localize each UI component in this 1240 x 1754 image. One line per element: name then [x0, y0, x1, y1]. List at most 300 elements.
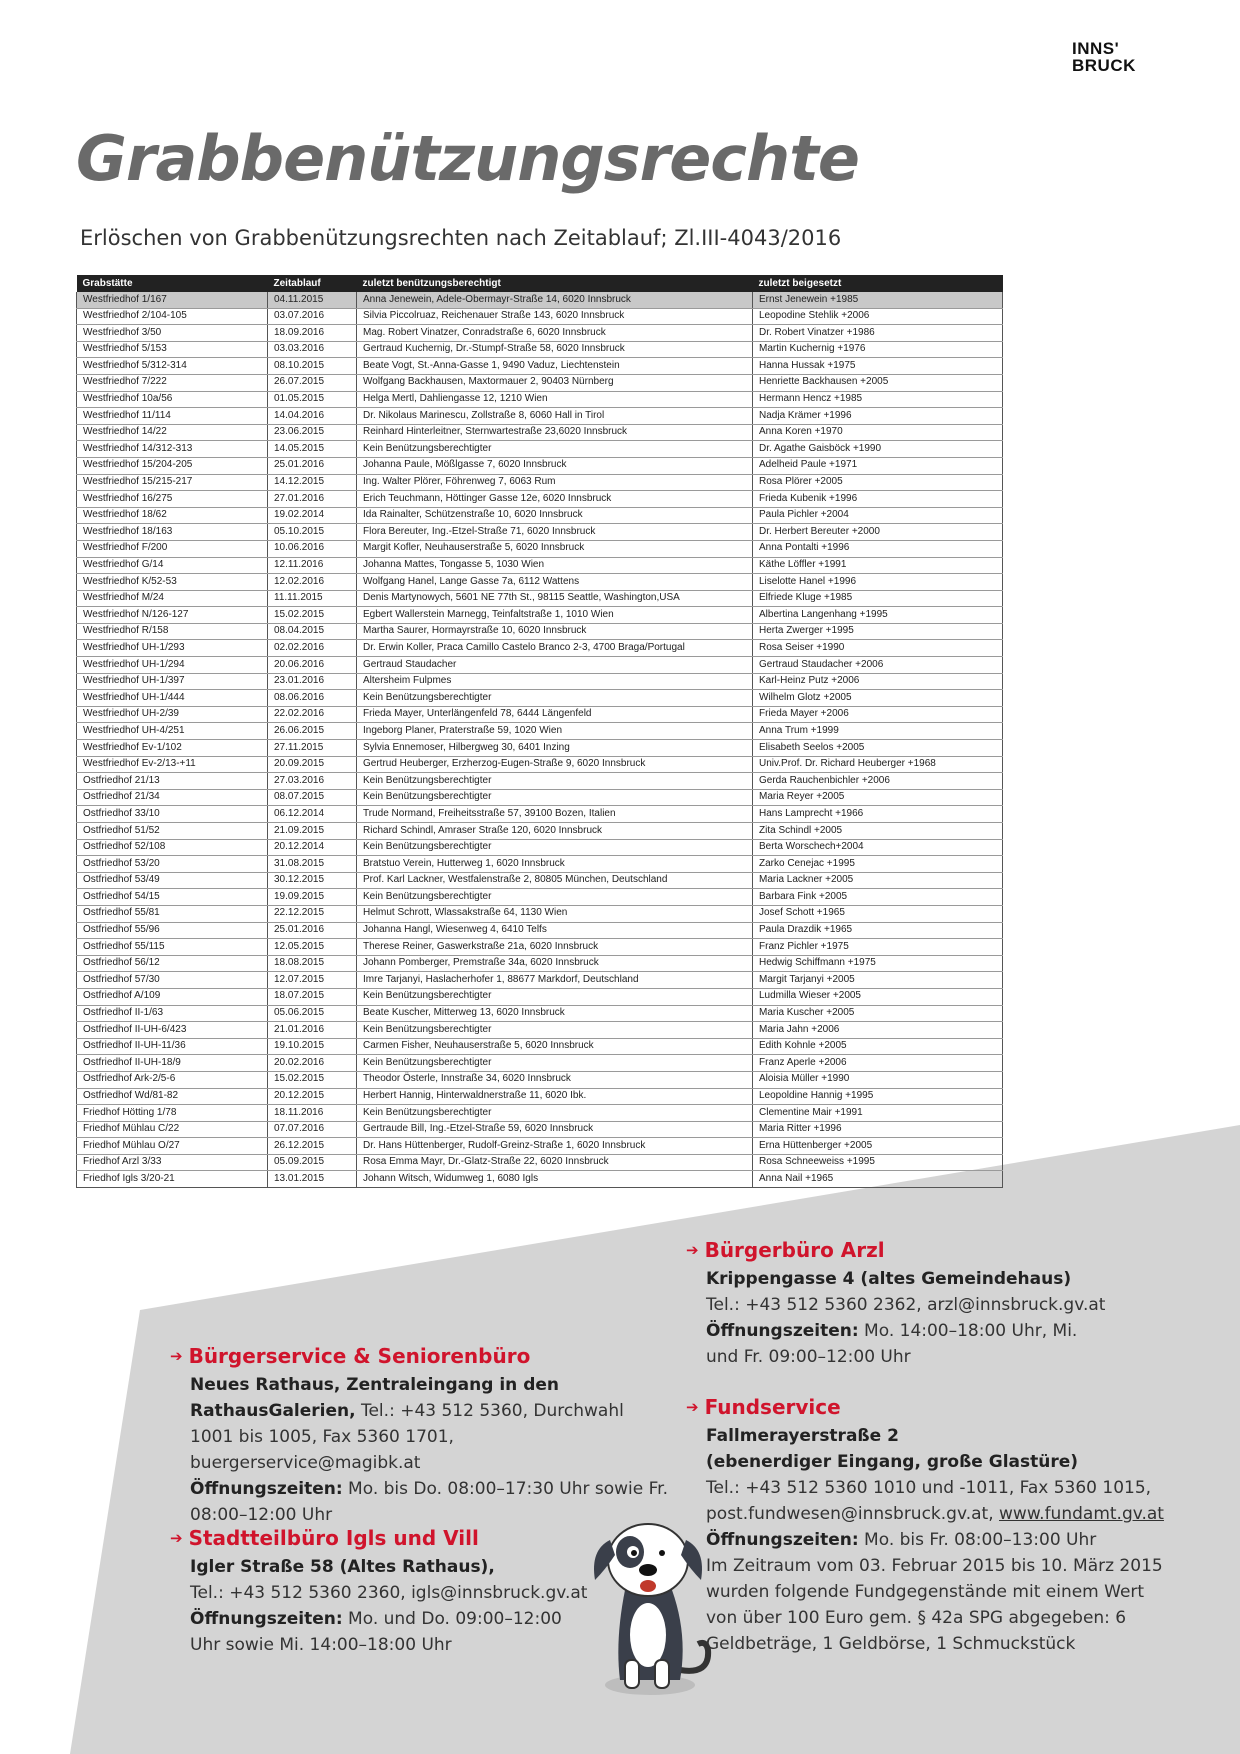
- cell-zeitablauf: 25.01.2016: [268, 922, 357, 939]
- cell-zeitablauf: 20.02.2016: [268, 1055, 357, 1072]
- table-row: [77, 474, 1003, 491]
- cell-beigesetzt: Hanna Hussak +1975: [753, 358, 1003, 375]
- cell-zeitablauf: 30.12.2015: [268, 872, 357, 889]
- cell-zeitablauf: 08.04.2015: [268, 623, 357, 640]
- cell-grabstaette: Westfriedhof 15/204-205: [77, 457, 268, 474]
- table-row: [77, 524, 1003, 541]
- cell-zeitablauf: 20.12.2014: [268, 839, 357, 856]
- cell-benuetzungsberechtigt: Kein Benützungsberechtigter: [357, 1055, 753, 1072]
- table-row: [77, 1154, 1003, 1171]
- cell-benuetzungsberechtigt: Dr. Hans Hüttenberger, Rudolf-Greinz-Straße 1, 6020 Innsbruck: [357, 1138, 753, 1155]
- table-row: [77, 922, 1003, 939]
- cell-zeitablauf: 08.07.2015: [268, 789, 357, 806]
- cell-zeitablauf: 20.09.2015: [268, 756, 357, 773]
- table-row: [77, 889, 1003, 906]
- cell-beigesetzt: Käthe Löffler +1991: [753, 557, 1003, 574]
- cell-zeitablauf: 05.10.2015: [268, 524, 357, 541]
- arzl-address: Krippengasse 4 (altes Gemeindehaus): [706, 1269, 1072, 1289]
- cell-zeitablauf: 25.01.2016: [268, 457, 357, 474]
- cell-beigesetzt: Rosa Seiser +1990: [753, 640, 1003, 657]
- table-row: [77, 1038, 1003, 1055]
- buergerservice-hours: Mo. bis Do. 08:00–17:30 Uhr sowie Fr. 08:00–12:00 Uhr: [190, 1479, 669, 1525]
- cell-benuetzungsberechtigt: Dr. Erwin Koller, Praca Camillo Castelo Branco 2-3, 4700 Braga/Portugal: [357, 640, 753, 657]
- cell-grabstaette: Westfriedhof 1/167: [77, 292, 268, 308]
- table-row: [77, 955, 1003, 972]
- table-row: [77, 574, 1003, 591]
- cell-grabstaette: Westfriedhof 10a/56: [77, 391, 268, 408]
- arzl-body: [686, 1266, 1106, 1370]
- cell-benuetzungsberechtigt: Margit Kofler, Neuhauserstraße 5, 6020 Innsbruck: [357, 540, 753, 557]
- cell-grabstaette: Ostfriedhof II-UH-18/9: [77, 1055, 268, 1072]
- igls-hours-label: Öffnungszeiten:: [190, 1609, 343, 1629]
- cell-benuetzungsberechtigt: Johanna Hangl, Wiesenweg 4, 6410 Telfs: [357, 922, 753, 939]
- cell-grabstaette: Ostfriedhof 21/13: [77, 773, 268, 790]
- cell-benuetzungsberechtigt: Dr. Nikolaus Marinescu, Zollstraße 8, 6060 Hall in Tirol: [357, 408, 753, 425]
- cell-grabstaette: Ostfriedhof 57/30: [77, 972, 268, 989]
- cell-beigesetzt: Maria Kuscher +2005: [753, 1005, 1003, 1022]
- cell-grabstaette: Westfriedhof 15/215-217: [77, 474, 268, 491]
- table-row: [77, 1071, 1003, 1088]
- cell-beigesetzt: Albertina Langenhang +1995: [753, 607, 1003, 624]
- fundamt-link[interactable]: www.fundamt.gv.at: [999, 1504, 1164, 1524]
- cell-benuetzungsberechtigt: Anna Jenewein, Adele-Obermayr-Straße 14, 6020 Innsbruck: [357, 292, 753, 308]
- cell-benuetzungsberechtigt: Wolfgang Hanel, Lange Gasse 7a, 6112 Wattens: [357, 574, 753, 591]
- cell-grabstaette: Westfriedhof 5/312-314: [77, 358, 268, 375]
- cell-grabstaette: Westfriedhof 7/222: [77, 374, 268, 391]
- cell-zeitablauf: 23.06.2015: [268, 424, 357, 441]
- igls-heading: [170, 1524, 590, 1554]
- page-title: Grabbenützungsrechte: [76, 122, 859, 195]
- cell-benuetzungsberechtigt: Kein Benützungsberechtigter: [357, 988, 753, 1005]
- cell-beigesetzt: Anna Koren +1970: [753, 424, 1003, 441]
- cell-grabstaette: Ostfriedhof 53/49: [77, 872, 268, 889]
- cell-grabstaette: Westfriedhof G/14: [77, 557, 268, 574]
- table-body: [77, 292, 1003, 1188]
- arzl-contact: Tel.: +43 512 5360 2362, arzl@innsbruck.gv.at: [706, 1295, 1106, 1315]
- cell-benuetzungsberechtigt: Ida Rainalter, Schützenstraße 10, 6020 Innsbruck: [357, 507, 753, 524]
- cell-zeitablauf: 12.11.2016: [268, 557, 357, 574]
- arzl-heading: [686, 1236, 1106, 1266]
- cell-benuetzungsberechtigt: Bratstuo Verein, Hutterweg 1, 6020 Innsbruck: [357, 856, 753, 873]
- cell-grabstaette: Westfriedhof 3/50: [77, 325, 268, 342]
- table-row: [77, 590, 1003, 607]
- cell-zeitablauf: 22.12.2015: [268, 905, 357, 922]
- cell-benuetzungsberechtigt: Rosa Emma Mayr, Dr.-Glatz-Straße 22, 6020 Innsbruck: [357, 1154, 753, 1171]
- cell-grabstaette: Westfriedhof Ev-2/13-+11: [77, 756, 268, 773]
- cell-beigesetzt: Adelheid Paule +1971: [753, 457, 1003, 474]
- cell-zeitablauf: 22.02.2016: [268, 706, 357, 723]
- cell-beigesetzt: Herta Zwerger +1995: [753, 623, 1003, 640]
- table-row: [77, 557, 1003, 574]
- arrow-right-icon: ➔: [170, 1347, 183, 1365]
- table-row: [77, 623, 1003, 640]
- cell-zeitablauf: 23.01.2016: [268, 673, 357, 690]
- cell-zeitablauf: 07.07.2016: [268, 1121, 357, 1138]
- cell-grabstaette: Westfriedhof 5/153: [77, 341, 268, 358]
- cell-benuetzungsberechtigt: Gertraud Staudacher: [357, 657, 753, 674]
- table-row: [77, 1088, 1003, 1105]
- table-row: [77, 773, 1003, 790]
- cell-zeitablauf: 26.07.2015: [268, 374, 357, 391]
- cell-zeitablauf: 12.02.2016: [268, 574, 357, 591]
- cell-benuetzungsberechtigt: Prof. Karl Lackner, Westfalenstraße 2, 80805 München, Deutschland: [357, 872, 753, 889]
- fundservice-hours: Mo. bis Fr. 08:00–13:00 Uhr: [858, 1530, 1097, 1550]
- cell-grabstaette: Ostfriedhof II-UH-11/36: [77, 1038, 268, 1055]
- cell-beigesetzt: Martin Kuchernig +1976: [753, 341, 1003, 358]
- cell-zeitablauf: 03.03.2016: [268, 341, 357, 358]
- cell-zeitablauf: 04.11.2015: [268, 292, 357, 308]
- table-row: [77, 408, 1003, 425]
- cell-grabstaette: Ostfriedhof Ark-2/5-6: [77, 1071, 268, 1088]
- cell-grabstaette: Ostfriedhof 56/12: [77, 955, 268, 972]
- cell-benuetzungsberechtigt: Silvia Piccolruaz, Reichenauer Straße 143, 6020 Innsbruck: [357, 308, 753, 325]
- cell-grabstaette: Westfriedhof K/52-53: [77, 574, 268, 591]
- cell-benuetzungsberechtigt: Johanna Paule, Mößlgasse 7, 6020 Innsbruck: [357, 457, 753, 474]
- cell-grabstaette: Westfriedhof 16/275: [77, 491, 268, 508]
- cell-beigesetzt: Rosa Plörer +2005: [753, 474, 1003, 491]
- cell-zeitablauf: 02.02.2016: [268, 640, 357, 657]
- cell-beigesetzt: Maria Reyer +2005: [753, 789, 1003, 806]
- cell-grabstaette: Ostfriedhof 55/96: [77, 922, 268, 939]
- fundservice-hours-label: Öffnungszeiten:: [706, 1530, 859, 1550]
- table-row: [77, 607, 1003, 624]
- cell-benuetzungsberechtigt: Gertraude Bill, Ing.-Etzel-Straße 59, 6020 Innsbruck: [357, 1121, 753, 1138]
- cell-zeitablauf: 05.06.2015: [268, 1005, 357, 1022]
- cell-beigesetzt: Leopodine Stehlik +2006: [753, 308, 1003, 325]
- cell-grabstaette: Friedhof Hötting 1/78: [77, 1105, 268, 1122]
- igls-contact: Tel.: +43 512 5360 2360, igls@innsbruck.gv.at: [190, 1583, 588, 1603]
- cell-zeitablauf: 14.04.2016: [268, 408, 357, 425]
- buergerservice-hours-label: Öffnungszeiten:: [190, 1479, 343, 1499]
- fundservice-note: Im Zeitraum vom 03. Februar 2015 bis 10. März 2015 wurden folgende Fundgegenstände mit einem Wert von über 100 Euro gem. § 42a SPG abgegeben: 6 Geldbeträge, 1 Geldbörse, 1 Schmuckstück: [706, 1556, 1163, 1654]
- arzl-section: [686, 1236, 1106, 1370]
- fundservice-body: [686, 1423, 1176, 1657]
- cell-zeitablauf: 15.02.2015: [268, 1071, 357, 1088]
- dog-mascot-illustration: [585, 1510, 715, 1700]
- cell-benuetzungsberechtigt: Beate Kuscher, Mitterweg 13, 6020 Innsbruck: [357, 1005, 753, 1022]
- cell-zeitablauf: 01.05.2015: [268, 391, 357, 408]
- cell-grabstaette: Westfriedhof R/158: [77, 623, 268, 640]
- cell-beigesetzt: Margit Tarjanyi +2005: [753, 972, 1003, 989]
- table-row: [77, 1055, 1003, 1072]
- table-row: [77, 972, 1003, 989]
- buergerservice-section: [170, 1342, 670, 1528]
- table-row: [77, 457, 1003, 474]
- cell-grabstaette: Ostfriedhof 54/15: [77, 889, 268, 906]
- table-row: [77, 1105, 1003, 1122]
- table-row: [77, 341, 1003, 358]
- fundservice-address-2: (ebenerdiger Eingang, große Glastüre): [706, 1452, 1079, 1472]
- cell-zeitablauf: 10.06.2016: [268, 540, 357, 557]
- table-row: [77, 988, 1003, 1005]
- cell-zeitablauf: 13.01.2015: [268, 1171, 357, 1188]
- cell-benuetzungsberechtigt: Frieda Mayer, Unterlängenfeld 78, 6444 Längenfeld: [357, 706, 753, 723]
- cell-grabstaette: Westfriedhof UH-1/294: [77, 657, 268, 674]
- cell-grabstaette: Ostfriedhof 51/52: [77, 823, 268, 840]
- cell-beigesetzt: Dr. Herbert Bereuter +2000: [753, 524, 1003, 541]
- cell-grabstaette: Friedhof Arzl 3/33: [77, 1154, 268, 1171]
- cell-beigesetzt: Hans Lamprecht +1966: [753, 806, 1003, 823]
- cell-benuetzungsberechtigt: Kein Benützungsberechtigter: [357, 773, 753, 790]
- cell-grabstaette: Ostfriedhof 33/10: [77, 806, 268, 823]
- cell-beigesetzt: Gerda Rauchenbichler +2006: [753, 773, 1003, 790]
- arzl-hours: Mo. 14:00–18:00 Uhr, Mi. und Fr. 09:00–12:00 Uhr: [706, 1321, 1078, 1367]
- cell-benuetzungsberechtigt: Denis Martynowych, 5601 NE 77th St., 98115 Seattle, Washington,USA: [357, 590, 753, 607]
- page-subtitle: Erlöschen von Grabbenützungsrechten nach Zeitablauf; Zl.III-4043/2016: [80, 226, 842, 250]
- header-grabstaette: Grabstätte: [77, 275, 268, 292]
- cell-beigesetzt: Josef Schott +1965: [753, 905, 1003, 922]
- cell-zeitablauf: 05.09.2015: [268, 1154, 357, 1171]
- cell-zeitablauf: 27.01.2016: [268, 491, 357, 508]
- table-row: [77, 806, 1003, 823]
- cell-grabstaette: Ostfriedhof 55/81: [77, 905, 268, 922]
- cell-benuetzungsberechtigt: Flora Bereuter, Ing.-Etzel-Straße 71, 6020 Innsbruck: [357, 524, 753, 541]
- cell-benuetzungsberechtigt: Ingeborg Planer, Praterstraße 59, 1020 Wien: [357, 723, 753, 740]
- cell-zeitablauf: 19.02.2014: [268, 507, 357, 524]
- cell-benuetzungsberechtigt: Kein Benützungsberechtigter: [357, 690, 753, 707]
- cell-grabstaette: Ostfriedhof 21/34: [77, 789, 268, 806]
- cell-beigesetzt: Maria Jahn +2006: [753, 1022, 1003, 1039]
- cell-beigesetzt: Aloisia Müller +1990: [753, 1071, 1003, 1088]
- table-row: [77, 789, 1003, 806]
- table-row: [77, 939, 1003, 956]
- cell-grabstaette: Westfriedhof 14/22: [77, 424, 268, 441]
- grave-rights-table-container: [76, 275, 1002, 1188]
- cell-beigesetzt: Hermann Hencz +1985: [753, 391, 1003, 408]
- cell-beigesetzt: Hedwig Schiffmann +1975: [753, 955, 1003, 972]
- table-row: [77, 308, 1003, 325]
- cell-beigesetzt: Nadja Krämer +1996: [753, 408, 1003, 425]
- cell-beigesetzt: Univ.Prof. Dr. Richard Heuberger +1968: [753, 756, 1003, 773]
- cell-benuetzungsberechtigt: Kein Benützungsberechtigter: [357, 839, 753, 856]
- cell-zeitablauf: 18.11.2016: [268, 1105, 357, 1122]
- logo-line-2: BRUCK: [1072, 56, 1136, 75]
- fundservice-address-1: Fallmerayerstraße 2: [706, 1426, 899, 1446]
- cell-zeitablauf: 19.09.2015: [268, 889, 357, 906]
- cell-beigesetzt: Dr. Agathe Gaisböck +1990: [753, 441, 1003, 458]
- cell-zeitablauf: 12.07.2015: [268, 972, 357, 989]
- cell-beigesetzt: Ernst Jenewein +1985: [753, 292, 1003, 308]
- table-row: [77, 756, 1003, 773]
- cell-benuetzungsberechtigt: Helmut Schrott, Wlassakstraße 64, 1130 Wien: [357, 905, 753, 922]
- cell-grabstaette: Westfriedhof 18/62: [77, 507, 268, 524]
- cell-zeitablauf: 20.06.2016: [268, 657, 357, 674]
- cell-zeitablauf: 08.06.2016: [268, 690, 357, 707]
- cell-beigesetzt: Liselotte Hanel +1996: [753, 574, 1003, 591]
- cell-beigesetzt: Edith Kohnle +2005: [753, 1038, 1003, 1055]
- logo-line-1: INNS': [1072, 39, 1120, 58]
- cell-benuetzungsberechtigt: Johanna Mattes, Tongasse 5, 1030 Wien: [357, 557, 753, 574]
- cell-benuetzungsberechtigt: Egbert Wallerstein Marnegg, Teinfaltstraße 1, 1010 Wien: [357, 607, 753, 624]
- cell-grabstaette: Westfriedhof 18/163: [77, 524, 268, 541]
- fundservice-contact: Tel.: +43 512 5360 1010 und -1011, Fax 5360 1015, post.fundwesen@innsbruck.gv.at,: [706, 1478, 1152, 1524]
- cell-zeitablauf: 26.06.2015: [268, 723, 357, 740]
- cell-grabstaette: Westfriedhof UH-2/39: [77, 706, 268, 723]
- cell-beigesetzt: Franz Aperle +2006: [753, 1055, 1003, 1072]
- table-row: [77, 723, 1003, 740]
- table-row: [77, 491, 1003, 508]
- cell-zeitablauf: 14.12.2015: [268, 474, 357, 491]
- cell-benuetzungsberechtigt: Ing. Walter Plörer, Föhrenweg 7, 6063 Rum: [357, 474, 753, 491]
- buergerservice-title: Bürgerservice & Seniorenbüro: [188, 1344, 531, 1368]
- cell-beigesetzt: Henriette Backhausen +2005: [753, 374, 1003, 391]
- buergerservice-contact: Tel.: +43 512 5360, Durchwahl 1001 bis 1005, Fax 5360 1701, buergerservice@magibk.at: [190, 1401, 624, 1473]
- cell-benuetzungsberechtigt: Mag. Robert Vinatzer, Conradstraße 6, 6020 Innsbruck: [357, 325, 753, 342]
- cell-grabstaette: Ostfriedhof II-UH-6/423: [77, 1022, 268, 1039]
- cell-benuetzungsberechtigt: Sylvia Ennemoser, Hilbergweg 30, 6401 Inzing: [357, 740, 753, 757]
- grave-rights-table: [76, 275, 1003, 1188]
- table-row: [77, 1171, 1003, 1188]
- cell-grabstaette: Westfriedhof Ev-1/102: [77, 740, 268, 757]
- cell-grabstaette: Westfriedhof UH-1/444: [77, 690, 268, 707]
- cell-benuetzungsberechtigt: Trude Normand, Freiheitsstraße 57, 39100 Bozen, Italien: [357, 806, 753, 823]
- table-row: [77, 507, 1003, 524]
- table-row: [77, 872, 1003, 889]
- cell-zeitablauf: 15.02.2015: [268, 607, 357, 624]
- table-row: [77, 856, 1003, 873]
- fundservice-title: Fundservice: [704, 1395, 841, 1419]
- cell-beigesetzt: Maria Lackner +2005: [753, 872, 1003, 889]
- cell-benuetzungsberechtigt: Martha Saurer, Hormayrstraße 10, 6020 Innsbruck: [357, 623, 753, 640]
- cell-grabstaette: Westfriedhof M/24: [77, 590, 268, 607]
- table-row: [77, 1121, 1003, 1138]
- cell-zeitablauf: 21.09.2015: [268, 823, 357, 840]
- cell-beigesetzt: Zita Schindl +2005: [753, 823, 1003, 840]
- cell-grabstaette: Friedhof Mühlau C/22: [77, 1121, 268, 1138]
- table-row: [77, 441, 1003, 458]
- cell-grabstaette: Westfriedhof UH-1/397: [77, 673, 268, 690]
- buergerservice-heading: [170, 1342, 670, 1372]
- table-row: [77, 424, 1003, 441]
- cell-benuetzungsberechtigt: Herbert Hannig, Hinterwaldnerstraße 11, 6020 Ibk.: [357, 1088, 753, 1105]
- cell-zeitablauf: 21.01.2016: [268, 1022, 357, 1039]
- table-row: [77, 358, 1003, 375]
- cell-grabstaette: Ostfriedhof Wd/81-82: [77, 1088, 268, 1105]
- cell-zeitablauf: 18.07.2015: [268, 988, 357, 1005]
- cell-zeitablauf: 08.10.2015: [268, 358, 357, 375]
- table-row: [77, 823, 1003, 840]
- igls-title: Stadtteilbüro Igls und Vill: [188, 1526, 479, 1550]
- header-beigesetzt: zuletzt beigesetzt: [753, 275, 1003, 292]
- buergerservice-body: [170, 1372, 670, 1528]
- cell-beigesetzt: Anna Nail +1965: [753, 1171, 1003, 1188]
- cell-beigesetzt: Leopoldine Hannig +1995: [753, 1088, 1003, 1105]
- cell-beigesetzt: Gertraud Staudacher +2006: [753, 657, 1003, 674]
- cell-zeitablauf: 18.08.2015: [268, 955, 357, 972]
- cell-beigesetzt: Elisabeth Seelos +2005: [753, 740, 1003, 757]
- table-row: [77, 740, 1003, 757]
- cell-beigesetzt: Clementine Mair +1991: [753, 1105, 1003, 1122]
- cell-beigesetzt: Anna Pontalti +1996: [753, 540, 1003, 557]
- cell-beigesetzt: Berta Worschech+2004: [753, 839, 1003, 856]
- cell-benuetzungsberechtigt: Therese Reiner, Gaswerkstraße 21a, 6020 Innsbruck: [357, 939, 753, 956]
- table-row: [77, 292, 1003, 308]
- cell-grabstaette: Westfriedhof F/200: [77, 540, 268, 557]
- cell-beigesetzt: Franz Pichler +1975: [753, 939, 1003, 956]
- cell-beigesetzt: Rosa Schneeweiss +1995: [753, 1154, 1003, 1171]
- cell-benuetzungsberechtigt: Kein Benützungsberechtigter: [357, 1105, 753, 1122]
- fundservice-section: [686, 1393, 1176, 1657]
- table-row: [77, 905, 1003, 922]
- buergerservice-address: Neues Rathaus, Zentraleingang in den RathausGalerien,: [190, 1375, 559, 1421]
- cell-grabstaette: Westfriedhof 2/104-105: [77, 308, 268, 325]
- cell-zeitablauf: 31.08.2015: [268, 856, 357, 873]
- cell-beigesetzt: Paula Pichler +2004: [753, 507, 1003, 524]
- table-row: [77, 540, 1003, 557]
- fundservice-heading: [686, 1393, 1176, 1423]
- cell-beigesetzt: Karl-Heinz Putz +2006: [753, 673, 1003, 690]
- arzl-title: Bürgerbüro Arzl: [704, 1238, 885, 1262]
- cell-beigesetzt: Barbara Fink +2005: [753, 889, 1003, 906]
- cell-benuetzungsberechtigt: Theodor Österle, Innstraße 34, 6020 Innsbruck: [357, 1071, 753, 1088]
- table-row: [77, 1022, 1003, 1039]
- table-row: [77, 706, 1003, 723]
- cell-benuetzungsberechtigt: Johann Pomberger, Premstraße 34a, 6020 Innsbruck: [357, 955, 753, 972]
- igls-hours: Mo. und Do. 09:00–12:00 Uhr sowie Mi. 14:00–18:00 Uhr: [190, 1609, 562, 1655]
- table-row: [77, 325, 1003, 342]
- table-row: [77, 1005, 1003, 1022]
- cell-grabstaette: Ostfriedhof II-1/63: [77, 1005, 268, 1022]
- table-row: [77, 374, 1003, 391]
- cell-grabstaette: Westfriedhof N/126-127: [77, 607, 268, 624]
- cell-zeitablauf: 14.05.2015: [268, 441, 357, 458]
- cell-beigesetzt: Dr. Robert Vinatzer +1986: [753, 325, 1003, 342]
- cell-benuetzungsberechtigt: Johann Witsch, Widumweg 1, 6080 Igls: [357, 1171, 753, 1188]
- cell-grabstaette: Westfriedhof UH-4/251: [77, 723, 268, 740]
- arzl-hours-label: Öffnungszeiten:: [706, 1321, 859, 1341]
- cell-benuetzungsberechtigt: Helga Mertl, Dahliengasse 12, 1210 Wien: [357, 391, 753, 408]
- cell-beigesetzt: Erna Hüttenberger +2005: [753, 1138, 1003, 1155]
- cell-beigesetzt: Anna Trum +1999: [753, 723, 1003, 740]
- cell-beigesetzt: Frieda Kubenik +1996: [753, 491, 1003, 508]
- cell-zeitablauf: 27.11.2015: [268, 740, 357, 757]
- table-row: [77, 1138, 1003, 1155]
- cell-grabstaette: Westfriedhof 14/312-313: [77, 441, 268, 458]
- table-row: [77, 391, 1003, 408]
- igls-body: [170, 1554, 590, 1658]
- igls-section: [170, 1524, 590, 1658]
- table-header-row: [77, 275, 1003, 292]
- cell-benuetzungsberechtigt: Kein Benützungsberechtigter: [357, 889, 753, 906]
- cell-benuetzungsberechtigt: Richard Schindl, Amraser Straße 120, 6020 Innsbruck: [357, 823, 753, 840]
- cell-zeitablauf: 26.12.2015: [268, 1138, 357, 1155]
- innsbruck-logo: [1072, 40, 1136, 74]
- cell-beigesetzt: Frieda Mayer +2006: [753, 706, 1003, 723]
- cell-zeitablauf: 11.11.2015: [268, 590, 357, 607]
- cell-zeitablauf: 27.03.2016: [268, 773, 357, 790]
- cell-grabstaette: Ostfriedhof 55/115: [77, 939, 268, 956]
- cell-benuetzungsberechtigt: Gertraud Kuchernig, Dr.-Stumpf-Straße 58, 6020 Innsbruck: [357, 341, 753, 358]
- cell-grabstaette: Westfriedhof 11/114: [77, 408, 268, 425]
- cell-grabstaette: Friedhof Igls 3/20-21: [77, 1171, 268, 1188]
- table-row: [77, 657, 1003, 674]
- cell-grabstaette: Ostfriedhof A/109: [77, 988, 268, 1005]
- header-zeitablauf: Zeitablauf: [268, 275, 357, 292]
- table-row: [77, 690, 1003, 707]
- cell-benuetzungsberechtigt: Carmen Fisher, Neuhauserstraße 5, 6020 Innsbruck: [357, 1038, 753, 1055]
- cell-beigesetzt: Zarko Cenejac +1995: [753, 856, 1003, 873]
- arrow-right-icon: ➔: [170, 1529, 183, 1547]
- cell-zeitablauf: 03.07.2016: [268, 308, 357, 325]
- cell-benuetzungsberechtigt: Erich Teuchmann, Höttinger Gasse 12e, 6020 Innsbruck: [357, 491, 753, 508]
- cell-grabstaette: Ostfriedhof 52/108: [77, 839, 268, 856]
- table-row: [77, 839, 1003, 856]
- arrow-right-icon: ➔: [686, 1241, 699, 1259]
- cell-zeitablauf: 18.09.2016: [268, 325, 357, 342]
- igls-address: Igler Straße 58 (Altes Rathaus),: [190, 1557, 495, 1577]
- cell-benuetzungsberechtigt: Altersheim Fulpmes: [357, 673, 753, 690]
- table-row: [77, 640, 1003, 657]
